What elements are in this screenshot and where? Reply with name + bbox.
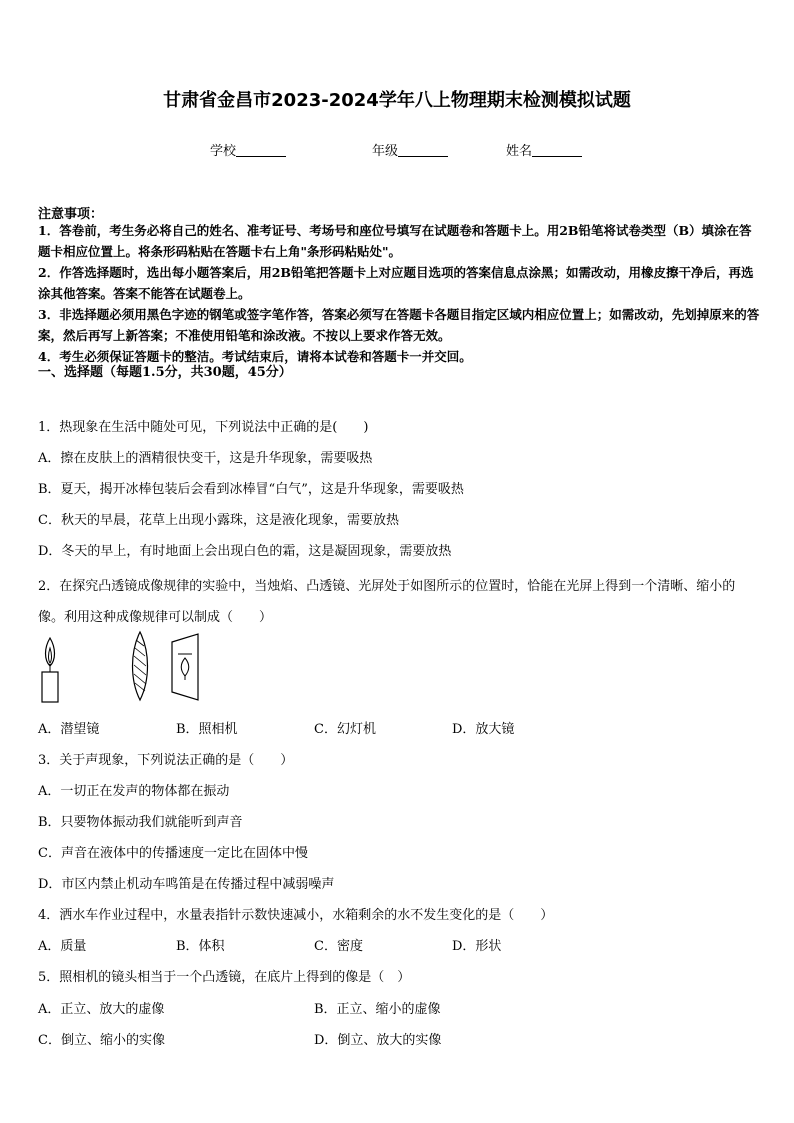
page-title: 甘肃省金昌市2023-2024学年八上物理期末检测模拟试题 xyxy=(163,90,631,111)
q1-option-c: C．秋天的早晨，花草上出现小露珠，这是液化现象，需要放热 xyxy=(38,513,399,528)
name-label: 姓名 xyxy=(506,144,533,159)
q2-stem: 2．在探究凸透镜成像规律的实验中，当烛焰、凸透镜、光屏处于如图所示的位置时，恰能在光屏上得到一个清晰、缩小的像。利用这种成像规律可以制成（ ） xyxy=(38,579,736,625)
q1-option-a: A．擦在皮肤上的酒精很快变干，这是升华现象，需要吸热 xyxy=(38,451,373,466)
q2-option-b: B．照相机 xyxy=(176,722,238,737)
lens-experiment-figure xyxy=(30,628,220,708)
light-screen-icon xyxy=(172,634,198,700)
q3-stem: 3．关于声现象，下列说法正确的是（ ） xyxy=(38,753,294,768)
note-item-2: 2．作答选择题时，选出每小题答案后，用2B铅笔把答题卡上对应题目选项的答案信息点涂黑；如需改动，用橡皮擦干净后，再选涂其他答案。答案不能答在试题卷上。 xyxy=(38,265,754,301)
section-heading: 一、选择题（每题1.5分，共30题，45分） xyxy=(38,365,292,380)
school-label: 学校 xyxy=(210,144,237,159)
q4-option-a: A．质量 xyxy=(38,939,87,954)
q3-option-b: B．只要物体振动我们就能听到声音 xyxy=(38,815,243,830)
note-item-4: 4．考生必须保证答题卡的整洁。考试结束后，请将本试卷和答题卡一并交回。 xyxy=(38,349,472,364)
q4-option-b: B．体积 xyxy=(176,939,225,954)
q3-option-d: D．市区内禁止机动车鸣笛是在传播过程中减弱噪声 xyxy=(38,877,335,892)
name-field xyxy=(506,140,582,159)
note-item-3: 3．非选择题必须用黑色字迹的钢笔或签字笔作答，答案必须写在答题卡各题目指定区域内相应位置上；如需改动，先划掉原来的答案，然后再写上新答案；不准使用铅笔和涂改液。不按以上要求作答无效。 xyxy=(38,307,760,343)
school-field xyxy=(210,140,286,159)
grade-field xyxy=(372,140,448,159)
q4-option-d: D．形状 xyxy=(452,939,502,954)
q3-option-a: A．一切正在发声的物体都在振动 xyxy=(38,784,230,799)
candle-icon xyxy=(42,638,58,702)
convex-lens-icon xyxy=(133,632,148,700)
notes-heading: 注意事项： xyxy=(38,207,104,222)
q1-option-d: D．冬天的早上，有时地面上会出现白色的霜，这是凝固现象，需要放热 xyxy=(38,544,452,559)
q2-option-c: C．幻灯机 xyxy=(314,722,376,737)
name-blank xyxy=(532,144,582,157)
q5-option-a: A．正立、放大的虚像 xyxy=(38,1002,165,1017)
q4-option-c: C．密度 xyxy=(314,939,363,954)
school-blank xyxy=(236,144,286,157)
q5-option-b: B．正立、缩小的虚像 xyxy=(314,1002,441,1017)
q5-stem: 5．照相机的镜头相当于一个凸透镜，在底片上得到的像是（ ） xyxy=(38,970,411,985)
q1-option-b: B．夏天，揭开冰棒包装后会看到冰棒冒“白气”，这是升华现象，需要吸热 xyxy=(38,482,464,497)
q5-option-d: D．倒立、放大的实像 xyxy=(314,1033,442,1048)
grade-label: 年级 xyxy=(372,144,399,159)
q4-stem: 4．洒水车作业过程中，水量表指针示数快速减小，水箱剩余的水不发生变化的是（ ） xyxy=(38,908,554,923)
q2-option-d: D．放大镜 xyxy=(452,722,515,737)
q3-option-c: C．声音在液体中的传播速度一定比在固体中慢 xyxy=(38,846,308,861)
q5-option-c: C．倒立、缩小的实像 xyxy=(38,1033,165,1048)
note-item-1: 1．答卷前，考生务必将自己的姓名、准考证号、考场号和座位号填写在试题卷和答题卡上。用2B铅笔将试卷类型（B）填涂在答题卡相应位置上。将条形码粘贴在答题卡右上角"条形码粘贴处"。 xyxy=(38,223,752,259)
grade-blank xyxy=(398,144,448,157)
q1-stem: 1．热现象在生活中随处可见，下列说法中正确的是( ) xyxy=(38,420,369,435)
q2-option-a: A．潜望镜 xyxy=(38,722,100,737)
